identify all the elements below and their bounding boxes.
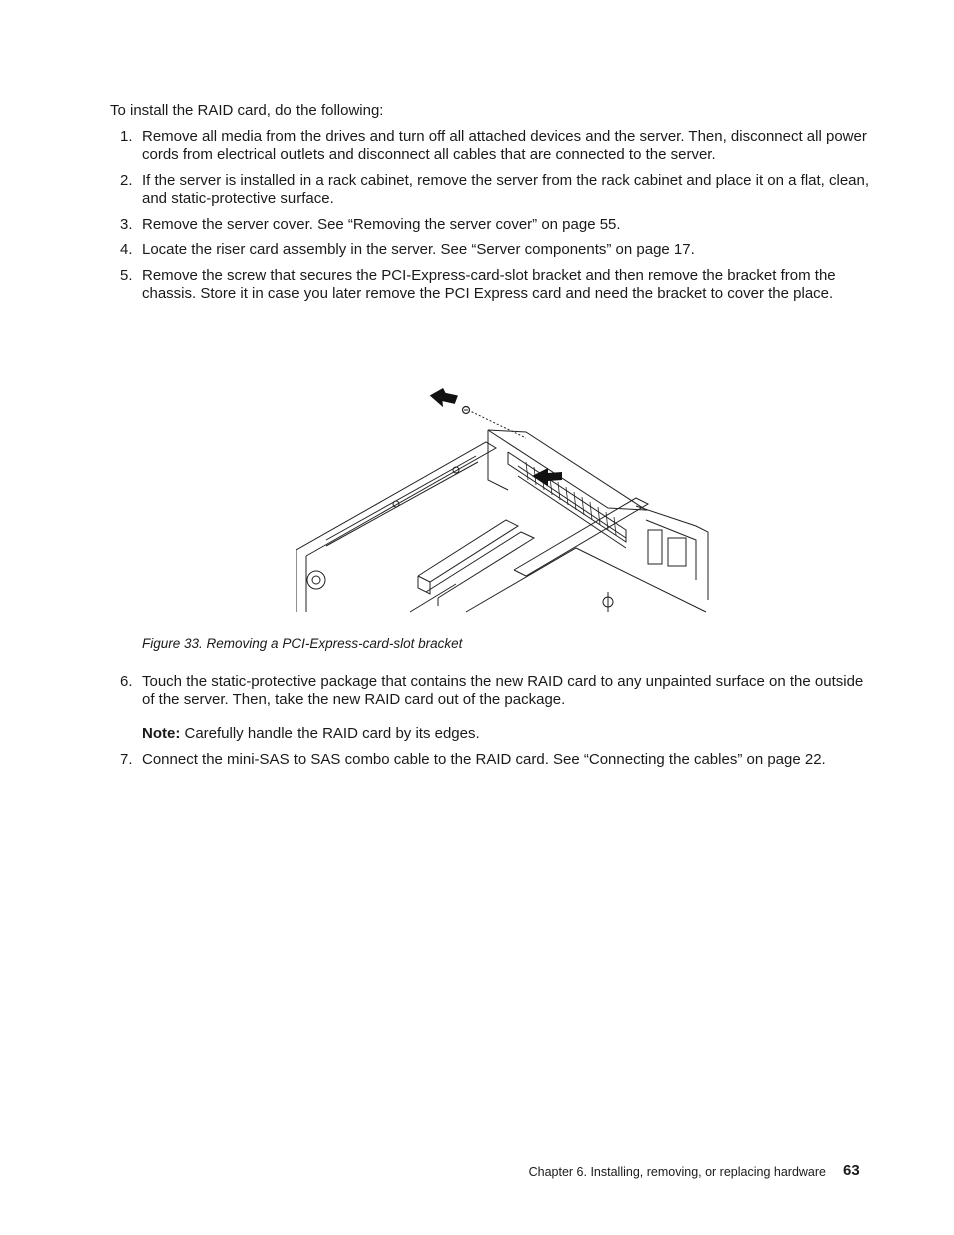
step-text: If the server is installed in a rack cabinet, remove the server from the rack cabinet and place it on a flat, clean, and static-protective surface. — [142, 172, 870, 207]
step-number: 3. — [120, 216, 133, 233]
note-label: Note: — [142, 725, 181, 742]
step-text: Remove all media from the drives and turn off all attached devices and the server. Then, disconnect all power cords from electrical outlets and disconnect all cables that are connected to the server. — [142, 128, 867, 163]
step-number: 7. — [120, 751, 133, 768]
note-text: Carefully handle the RAID card by its edges. — [184, 725, 480, 742]
bracket-removal-illustration — [296, 380, 716, 616]
intro-text: To install the RAID card, do the following: — [110, 102, 384, 119]
footer-chapter: Chapter 6. Installing, removing, or replacing hardware — [528, 1165, 826, 1179]
step-text: Remove the screw that secures the PCI-Express-card-slot bracket and then remove the bracket from the chassis. Store it in case you later remove the PCI Express card and need the bracket to cover the place. — [142, 267, 836, 302]
screw-icon — [463, 407, 470, 414]
step-number: 4. — [120, 241, 133, 258]
step-number: 5. — [120, 267, 133, 284]
step-text: Touch the static-protective package that contains the new RAID card to any unpainted surface on the outside of the server. Then, take the new RAID card out of the package. — [142, 673, 864, 708]
step-number: 1. — [120, 128, 133, 145]
arrow-icon — [429, 387, 459, 409]
step-text: Remove the server cover. See “Removing the server cover” on page 55. — [142, 216, 621, 233]
step-number: 2. — [120, 172, 133, 189]
figure-illustration — [296, 380, 716, 616]
step-number: 6. — [120, 673, 133, 690]
page-number: 63 — [843, 1162, 860, 1179]
figure-caption: Figure 33. Removing a PCI-Express-card-slot bracket — [142, 636, 463, 651]
step-text: Locate the riser card assembly in the server. See “Server components” on page 17. — [142, 241, 695, 258]
step-text: Connect the mini-SAS to SAS combo cable to the RAID card. See “Connecting the cables” on page 22. — [142, 751, 826, 768]
note — [142, 725, 480, 743]
